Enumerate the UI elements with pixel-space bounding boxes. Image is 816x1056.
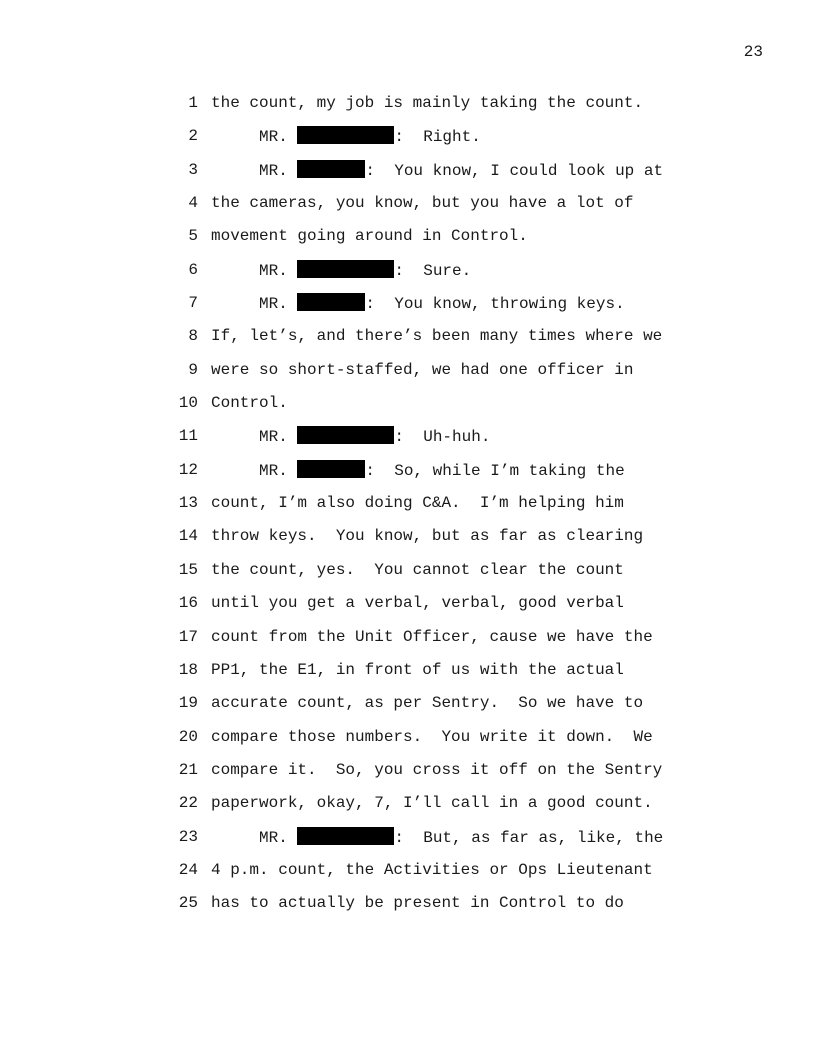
- transcript-line: [0, 460, 816, 493]
- transcript-line: [0, 593, 816, 626]
- transcript-line: [0, 393, 816, 426]
- line-text: compare those numbers. You write it down. We: [211, 727, 653, 746]
- line-text: Control.: [211, 394, 288, 413]
- line-text: until you get a verbal, verbal, good verbal: [211, 594, 624, 613]
- speech-text: : Sure.: [394, 261, 472, 280]
- line-number: 3: [188, 160, 198, 179]
- speaker-title: MR.: [259, 295, 288, 314]
- redaction-bar: [297, 260, 394, 278]
- line-number: 23: [178, 827, 198, 846]
- speech-text: : But, as far as, like, the: [394, 828, 664, 847]
- transcript-line: [0, 727, 816, 760]
- line-number: 15: [178, 560, 198, 579]
- transcript-line: [0, 793, 816, 826]
- line-number: 9: [188, 360, 198, 379]
- transcript-line: [0, 660, 816, 693]
- transcript-line: [0, 760, 816, 793]
- line-number: 17: [178, 627, 198, 646]
- line-number: 10: [178, 394, 198, 413]
- line-number: 11: [178, 427, 198, 446]
- line-text: accurate count, as per Sentry. So we have to: [211, 694, 644, 713]
- transcript-line: [0, 493, 816, 526]
- redaction-bar: [297, 160, 365, 178]
- speaker-line-text: [259, 460, 625, 481]
- transcript-line: [0, 627, 816, 660]
- speech-text: : You know, I could look up at: [365, 161, 664, 180]
- line-number: 21: [178, 760, 198, 779]
- speaker-title: MR.: [259, 128, 288, 147]
- speaker-line-text: [259, 827, 663, 848]
- speech-text: : You know, throwing keys.: [365, 295, 625, 314]
- line-number: 20: [178, 727, 198, 746]
- line-number: 4: [188, 194, 198, 213]
- transcript-line: [0, 326, 816, 359]
- line-number: 16: [178, 594, 198, 613]
- transcript-line: [0, 360, 816, 393]
- line-number: 6: [188, 260, 198, 279]
- speaker-line-text: [259, 260, 471, 281]
- speaker-line-text: [259, 293, 625, 314]
- transcript-line: [0, 193, 816, 226]
- line-text: compare it. So, you cross it off on the Sentry: [211, 760, 663, 779]
- transcript-line: [0, 293, 816, 326]
- line-number: 13: [178, 494, 198, 513]
- line-number: 7: [188, 294, 198, 313]
- line-number: 8: [188, 327, 198, 346]
- speaker-line-text: [259, 160, 663, 181]
- line-number: 25: [178, 894, 198, 913]
- speaker-line-text: [259, 426, 490, 447]
- line-text: 4 p.m. count, the Activities or Ops Lieutenant: [211, 860, 653, 879]
- transcript-line: [0, 860, 816, 893]
- redaction-bar: [297, 426, 394, 444]
- line-text: has to actually be present in Control to do: [211, 894, 624, 913]
- redaction-bar: [297, 293, 365, 311]
- transcript-line: [0, 526, 816, 559]
- line-number: 24: [178, 860, 198, 879]
- speaker-title: MR.: [259, 461, 288, 480]
- speech-text: : Uh-huh.: [394, 428, 491, 447]
- line-text: movement going around in Control.: [211, 227, 528, 246]
- line-number: 2: [188, 127, 198, 146]
- line-text: PP1, the E1, in front of us with the actual: [211, 660, 624, 679]
- redaction-bar: [297, 827, 394, 845]
- speech-text: : So, while I’m taking the: [365, 461, 625, 480]
- line-text: count, I’m also doing C&A. I’m helping him: [211, 494, 624, 513]
- speaker-title: MR.: [259, 428, 288, 447]
- transcript-line: [0, 893, 816, 926]
- line-text: If, let’s, and there’s been many times where we: [211, 327, 663, 346]
- transcript-line: [0, 93, 816, 126]
- line-number: 22: [178, 794, 198, 813]
- line-text: throw keys. You know, but as far as clearing: [211, 527, 644, 546]
- transcript-line: [0, 160, 816, 193]
- transcript-line: [0, 693, 816, 726]
- line-number: 18: [178, 660, 198, 679]
- line-number: 14: [178, 527, 198, 546]
- transcript-body: [0, 93, 816, 927]
- line-number: 19: [178, 694, 198, 713]
- transcript-line: [0, 827, 816, 860]
- transcript-line: [0, 560, 816, 593]
- line-text: were so short-staffed, we had one officer in: [211, 360, 634, 379]
- speaker-title: MR.: [259, 828, 288, 847]
- line-text: the cameras, you know, but you have a lot of: [211, 194, 634, 213]
- line-text: the count, yes. You cannot clear the count: [211, 560, 624, 579]
- speaker-line-text: [259, 126, 481, 147]
- line-number: 1: [188, 94, 198, 112]
- speech-text: : Right.: [394, 128, 481, 147]
- line-text: paperwork, okay, 7, I’ll call in a good count.: [211, 794, 653, 813]
- page-number: 23: [743, 43, 763, 61]
- redaction-bar: [297, 460, 365, 478]
- transcript-line: [0, 260, 816, 293]
- speaker-title: MR.: [259, 261, 288, 280]
- line-text: count from the Unit Officer, cause we have the: [211, 627, 653, 646]
- line-number: 12: [178, 460, 198, 479]
- line-text: the count, my job is mainly taking the count.: [211, 94, 644, 112]
- line-number: 5: [188, 227, 198, 246]
- transcript-line: [0, 226, 816, 259]
- transcript-line: [0, 126, 816, 159]
- redaction-bar: [297, 126, 394, 144]
- speaker-title: MR.: [259, 161, 288, 180]
- transcript-line: [0, 426, 816, 459]
